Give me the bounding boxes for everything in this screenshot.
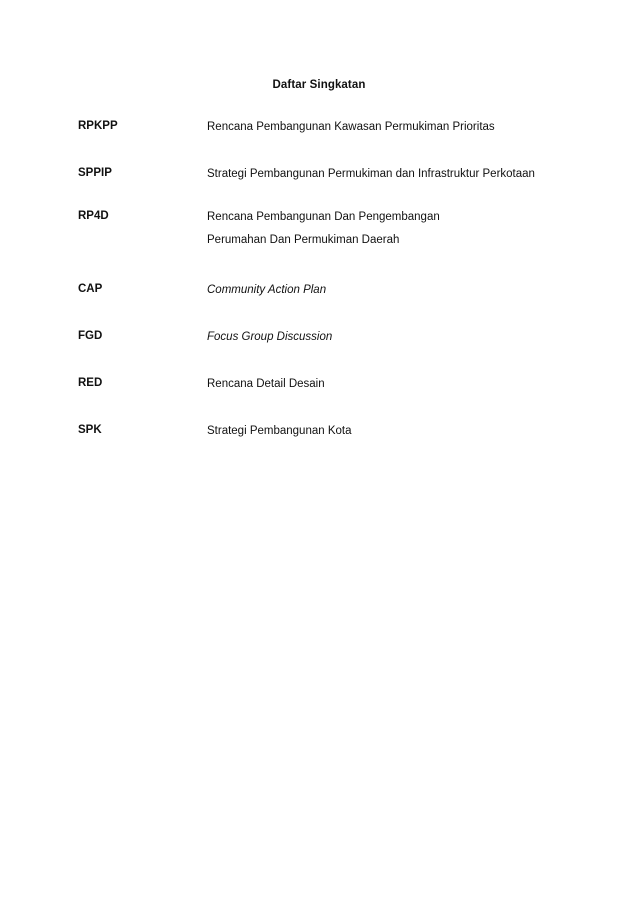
abbreviation: FGD [78, 330, 103, 342]
definition [207, 163, 577, 186]
page-title: Daftar Singkatan [272, 79, 366, 91]
definition-line: Strategi Pembangunan Permukiman dan Infrastruktur Perkotaan [207, 168, 535, 180]
abbreviation: RP4D [78, 210, 109, 222]
definition-line: Focus Group Discussion [207, 331, 333, 343]
abbreviation: CAP [78, 283, 103, 295]
abbreviation: SPPIP [78, 167, 112, 179]
definition [207, 279, 577, 302]
definition-line: Strategi Pembangunan Kota [207, 425, 352, 437]
abbreviation: RED [78, 377, 103, 389]
definition-line: Community Action Plan [207, 284, 327, 296]
definition [207, 326, 577, 349]
abbreviation: RPKPP [78, 120, 118, 132]
definition [207, 206, 577, 252]
abbreviation: SPK [78, 424, 102, 436]
definition-line: Rencana Detail Desain [207, 378, 325, 390]
definition-line: Rencana Pembangunan Dan Pengembangan [207, 211, 440, 223]
definition-line: Perumahan Dan Permukiman Daerah [207, 234, 400, 246]
definition-line: Rencana Pembangunan Kawasan Permukiman Prioritas [207, 121, 495, 133]
definition [207, 116, 577, 139]
definition [207, 373, 577, 396]
definition [207, 420, 577, 443]
